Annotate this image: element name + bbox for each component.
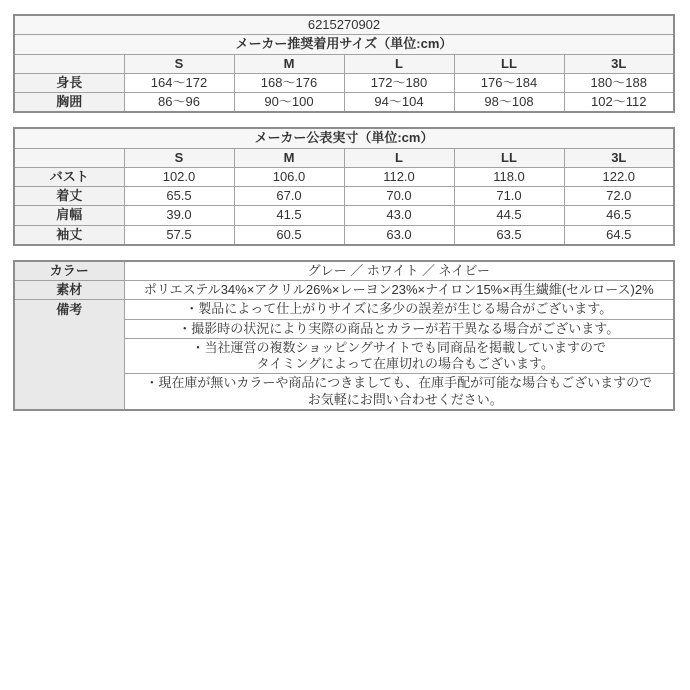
size-col-header-3l: 3L — [564, 54, 674, 73]
row-label-height: 身長 — [14, 73, 124, 92]
row-label-bust: バスト — [14, 167, 124, 186]
measurement-cell: 39.0 — [124, 206, 234, 225]
note-line: ・製品によって仕上がりサイズに多少の誤差が生じる場合がございます。 — [185, 301, 613, 317]
note-line-continuation: タイミングによって在庫切れの場合もございます。 — [256, 356, 554, 371]
size-range-cell: 180～188 — [564, 73, 674, 92]
product-code-row — [14, 15, 674, 35]
measurement-cell: 65.5 — [124, 187, 234, 206]
row-label-body-length: 着丈 — [14, 187, 124, 206]
table-row-body-length — [14, 187, 674, 206]
recommended-size-table — [13, 14, 675, 113]
measurement-cell: 57.5 — [124, 225, 234, 245]
measurement-cell: 41.5 — [234, 206, 344, 225]
size-col-header-ll: LL — [454, 54, 564, 73]
row-label-sleeve-length: 袖丈 — [14, 225, 124, 245]
measurement-cell: 122.0 — [564, 167, 674, 186]
color-value: グレー ／ ホワイト ／ ネイビー — [124, 261, 674, 281]
corner-cell — [14, 148, 124, 167]
size-range-cell: 172～180 — [344, 73, 454, 92]
note-line: ・当社運営の複数ショッピングサイトでも同商品を掲載していますので — [191, 339, 607, 355]
measurement-cell: 102.0 — [124, 167, 234, 186]
size-col-header-ll: LL — [454, 148, 564, 167]
size-col-header-l: L — [344, 148, 454, 167]
corner-cell — [14, 54, 124, 73]
table-title-row — [14, 35, 674, 54]
material-value: ポリエステル34%×アクリル26%×レーヨン23%×ナイロン15%×再生繊維(セルロース)2% — [124, 281, 674, 300]
size-range-cell: 102～112 — [564, 93, 674, 113]
measurement-cell: 43.0 — [344, 206, 454, 225]
product-code: 6215270902 — [14, 15, 674, 35]
size-range-cell: 90～100 — [234, 93, 344, 113]
note-cell — [124, 374, 674, 410]
material-label: 素材 — [14, 281, 124, 300]
table-title-row — [14, 128, 674, 148]
measurement-cell: 71.0 — [454, 187, 564, 206]
size-col-header-l: L — [344, 54, 454, 73]
table-row-sleeve-length — [14, 225, 674, 245]
material-row — [14, 281, 674, 300]
note-cell — [124, 338, 674, 374]
measurement-cell: 67.0 — [234, 187, 344, 206]
note-line-continuation: お気軽にお問い合わせください。 — [307, 391, 503, 407]
measurement-cell: 106.0 — [234, 167, 344, 186]
table-row-shoulder-width — [14, 206, 674, 225]
size-col-header-m: M — [234, 148, 344, 167]
row-label-shoulder-width: 肩幅 — [14, 206, 124, 225]
product-info-table — [13, 260, 675, 411]
size-range-cell: 168～176 — [234, 73, 344, 92]
size-range-cell: 164～172 — [124, 73, 234, 92]
color-row — [14, 261, 674, 281]
actual-size-table — [13, 127, 675, 246]
size-range-cell: 98～108 — [454, 93, 564, 113]
measurement-cell: 64.5 — [564, 225, 674, 245]
measurement-cell: 70.0 — [344, 187, 454, 206]
note-line: ・撮影時の状況により実際の商品とカラーが若干異なる場合がございます。 — [178, 320, 620, 336]
size-range-cell: 86～96 — [124, 93, 234, 113]
row-label-chest: 胸囲 — [14, 93, 124, 113]
size-col-header-3l: 3L — [564, 148, 674, 167]
size-header-row — [14, 54, 674, 73]
size-col-header-s: S — [124, 54, 234, 73]
measurement-cell: 44.5 — [454, 206, 564, 225]
measurement-cell: 112.0 — [344, 167, 454, 186]
size-col-header-m: M — [234, 54, 344, 73]
size-range-cell: 176～184 — [454, 73, 564, 92]
measurement-cell: 63.0 — [344, 225, 454, 245]
size-header-row — [14, 148, 674, 167]
table-row-height — [14, 73, 674, 92]
note-line: ・現在庫が無いカラーや商品につきましても、在庫手配が可能な場合もございますので — [145, 375, 653, 391]
notes-row — [14, 300, 674, 319]
table-row-chest — [14, 93, 674, 113]
color-label: カラー — [14, 261, 124, 281]
actual-size-title: メーカー公表実寸（単位:cm） — [14, 128, 674, 148]
note-cell — [124, 319, 674, 338]
measurement-cell: 46.5 — [564, 206, 674, 225]
table-row-bust — [14, 167, 674, 186]
recommended-size-title: メーカー推奨着用サイズ（単位:cm） — [14, 35, 674, 54]
size-col-header-s: S — [124, 148, 234, 167]
measurement-cell: 60.5 — [234, 225, 344, 245]
note-cell — [124, 300, 674, 319]
measurement-cell: 63.5 — [454, 225, 564, 245]
notes-label: 備考 — [14, 300, 124, 410]
measurement-cell: 118.0 — [454, 167, 564, 186]
size-range-cell: 94～104 — [344, 93, 454, 113]
measurement-cell: 72.0 — [564, 187, 674, 206]
